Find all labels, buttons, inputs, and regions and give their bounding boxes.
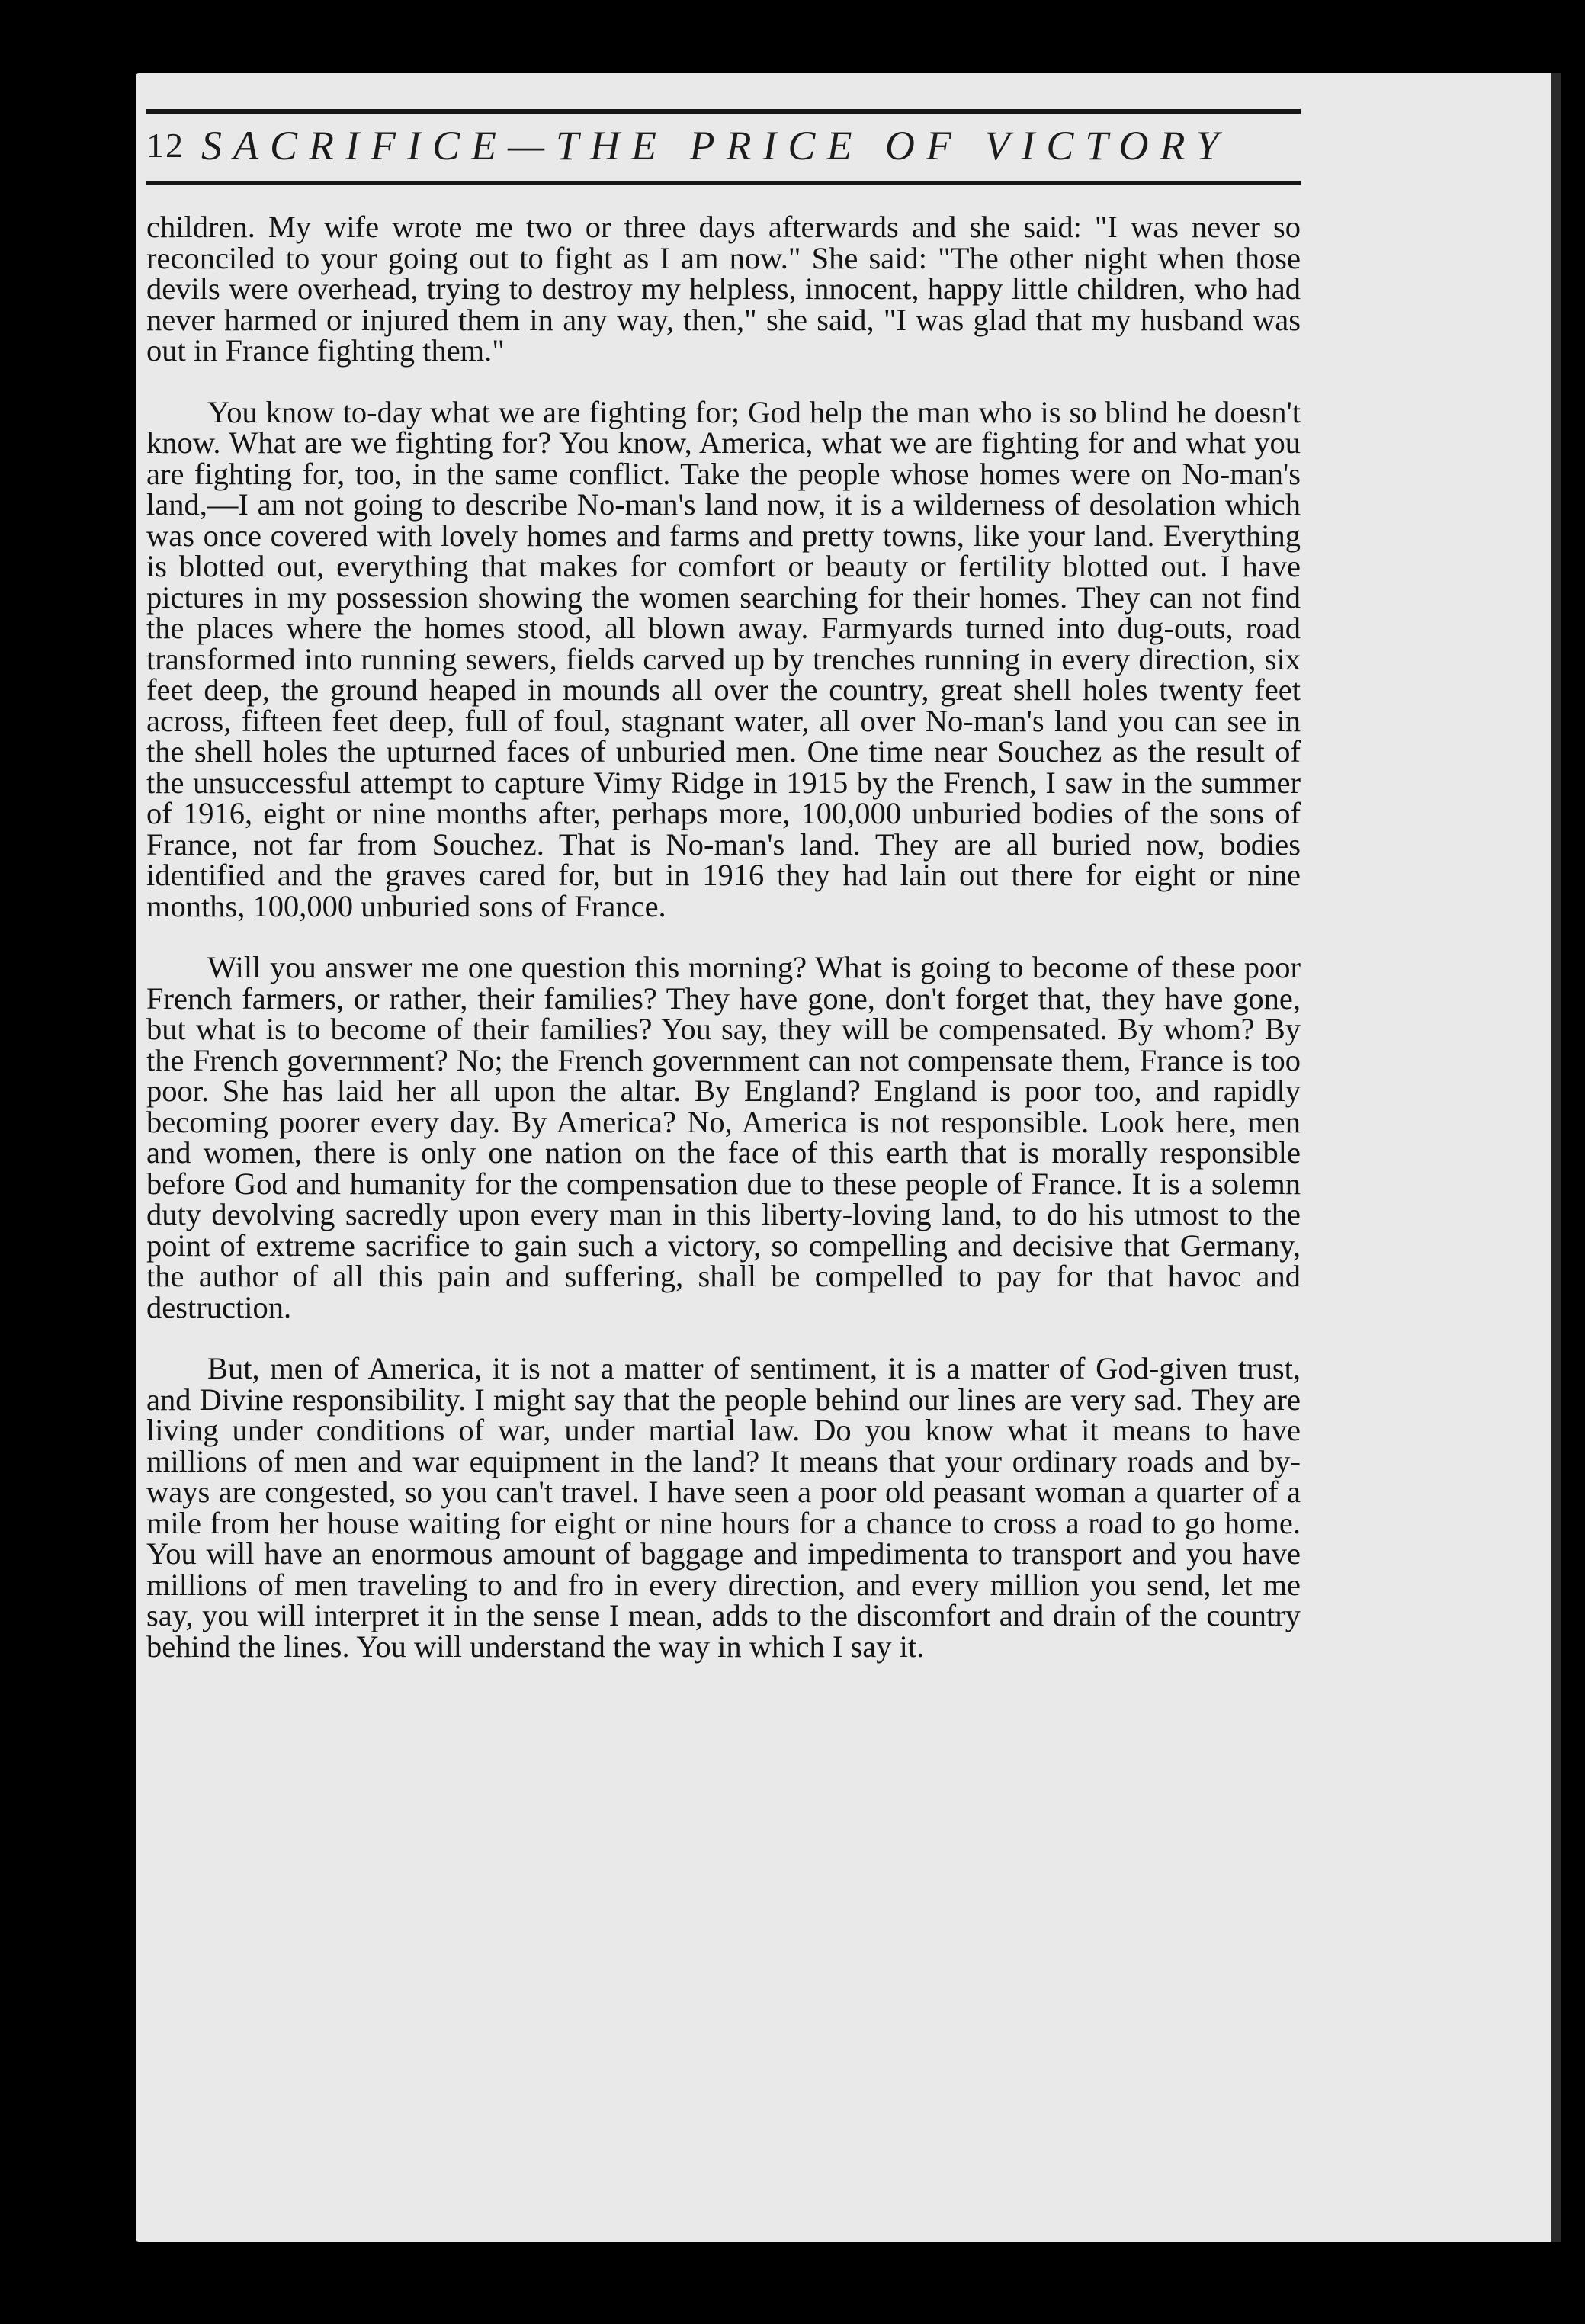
paragraph-3: Will you answer me one question this morning? What is going to become of these poor French farmers, or rather, their families? They have gone, don't forget that, they have gone, but what is to become of their families? You say, they will be compensated. By whom? By the French government? No; the French government can not compensate them, France is too poor. She has laid her all upon the altar. By England? England is poor too, and rapidly becoming poorer every day. By America? No, America is not responsible. Look here, men and women, there is only one nation on the face of this earth that is morally responsible before God and humanity for the compensation due to these people of France. It is a solemn duty devolving sacredly upon every man in this liberty-loving land, to do his utmost to the point of extreme sacrifice to gain such a victory, so compelling and decisive that Germany, the author of all this pain and suffering, shall be compelled to pay for that havoc and destruction. [146, 950, 1301, 1324]
paragraph-4: But, men of America, it is not a matter of sentiment, it is a matter of God-given trust, and Divine responsibility. I might say that the people behind our lines are very sad. They are living under conditions of war, under martial law. Do you know what it means to have millions of men and war equipment in the land? It means that your ordinary roads and by-ways are congested, so you can't travel. I have seen a poor old peasant woman a quarter of a mile from her house waiting for eight or nine hours for a chance to cross a road to go home. You will have an enormous amount of baggage and impedimenta to transport and you have millions of men traveling to and fro in every direction, and every million you send, let me say, you will interpret it in the sense I mean, adds to the discomfort and drain of the country behind the lines. You will understand the way in which I say it. [146, 1351, 1301, 1664]
page-spine-shadow [1551, 73, 1561, 2242]
header-rule-top [146, 109, 1301, 114]
paragraph-2: You know to-day what we are fighting for; God help the man who is so blind he doesn't know. What are we fighting for? You know, America, what we are fighting for and what you are fighting for, too, in the same conflict. Take the people whose homes were on No-man's land,—I am not going to describe No-man's land now, it is a wilderness of desolation which was once covered with lovely homes and farms and pretty towns, like your land. Everything is blotted out, everything that makes for comfort or beauty or fertility blotted out. I have pictures in my possession showing the women searching for their homes. They can not find the places where the homes stood, all blown away. Farmyards turned into dug-outs, road transformed into running sewers, fields carved up by trenches running in every direction, six feet deep, the ground heaped in mounds all over the country, great shell holes twenty feet across, fifteen feet deep, full of foul, stagnant water, all over No-man's land you can see in the shell holes the upturned faces of unburied men. One time near Souchez as the result of the unsuccessful attempt to capture Vimy Ridge in 1915 by the French, I saw in the summer of 1916, eight or nine months after, perhaps more, 100,000 unburied bodies of the sons of France, not far from Souchez. That is No-man's land. They are all buried now, bodies identified and the graves cared for, but in 1916 they had lain out there for eight or nine months, 100,000 unburied sons of France. [146, 394, 1301, 923]
running-header [146, 117, 1301, 178]
body-text [146, 212, 1301, 1693]
paragraph-1: children. My wife wrote me two or three days afterwards and she said: "I was never so reconciled to your going out to fight as I am now." She said: "The other night when those devils were overhead, trying to destroy my helpless, innocent, happy little children, who had never harmed or injured them in any way, then," she said, "I was glad that my husband was out in France fighting them." [146, 210, 1301, 368]
page-number: 12 [146, 126, 184, 165]
header-rule-bottom [146, 181, 1301, 185]
running-title: SACRIFICE—THE PRICE OF VICTORY [201, 123, 1230, 169]
